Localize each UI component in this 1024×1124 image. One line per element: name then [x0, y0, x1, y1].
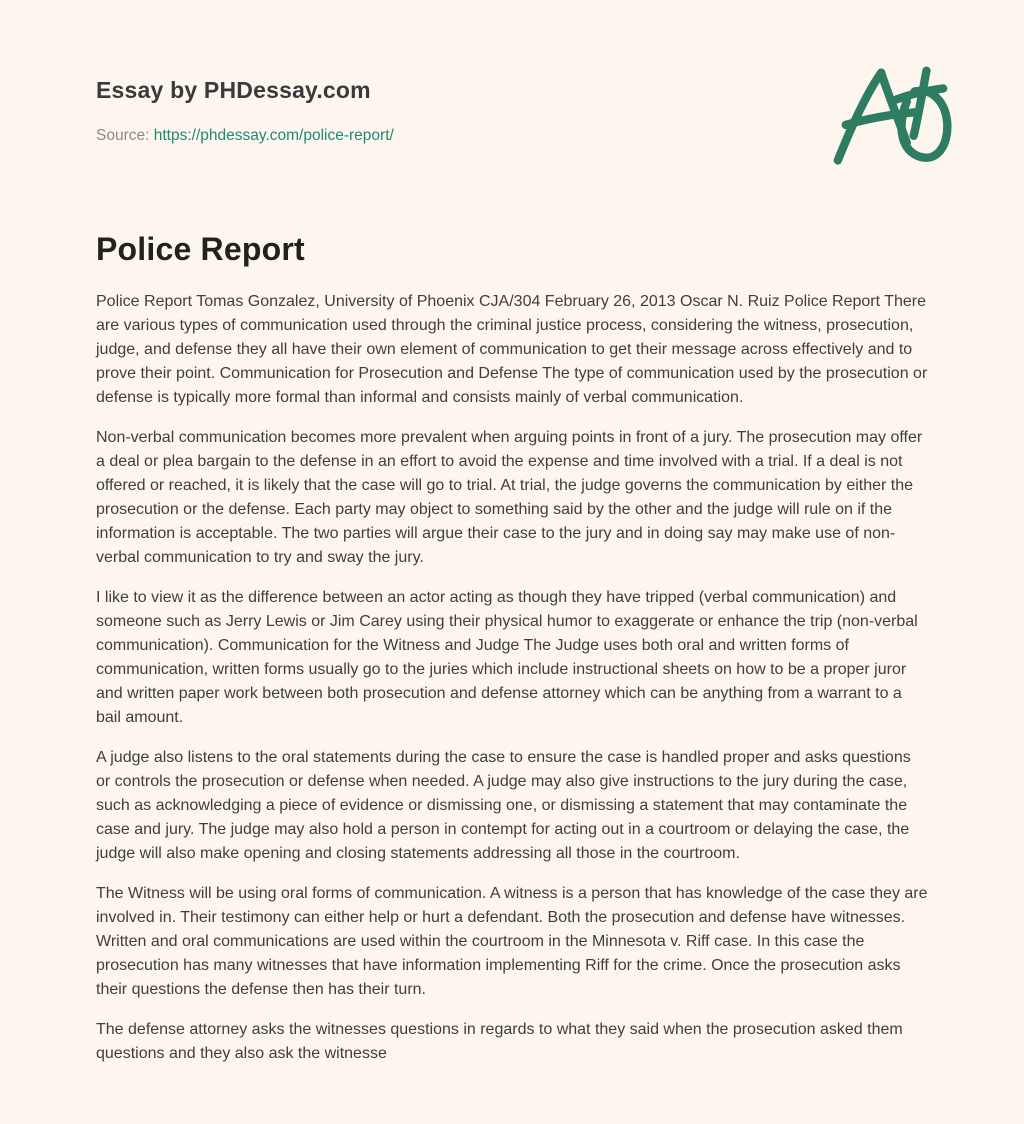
essay-paragraph: Non-verbal communication becomes more prevalent when arguing points in front of a jury. The prosecution may offer a deal or plea bargain to the defense in an effort to avoid the expense and time involved with a trial. If a deal is not offered or reached, it is likely that the case will go to trial. At trial, the judge governs the communication by either the prosecution or the defense. Each party may object to something said by the other and the judge will rule on if the information is acceptable. The two parties will argue their case to the jury and in doing say may make use of non-verbal communication to try and sway the jury.	[96, 429, 923, 566]
header-title: Essay by PHDessay.com	[96, 77, 371, 103]
phdessay-a-plus-logo-icon	[828, 60, 956, 180]
essay-body	[96, 290, 928, 1066]
page-title: Police Report	[96, 231, 305, 267]
essay-paragraph: Police Report Tomas Gonzalez, University of Phoenix CJA/304 February 26, 2013 Oscar N. Ruiz Police Report There are various types of communication used through the criminal justice process, considering the witness, prosecution, judge, and defense they all have their own element of communication to get their message across effectively and to prove their point. Communication for Prosecution and Defense The type of communication used by the prosecution or defense is typically more formal than informal and consists mainly of verbal communication.	[96, 293, 928, 406]
essay-paragraph: I like to view it as the difference between an actor acting as though they have tripped (verbal communication) and someone such as Jerry Lewis or Jim Carey using their physical humor to exaggerate or enhance the trip (non-verbal communication). Communication for the Witness and Judge The Judge uses both oral and written forms of communication, written forms usually go to the juries which include instructional sheets on how to be a proper juror and written paper work between both prosecution and defense attorney which can be anything from a warrant to a bail amount.	[96, 589, 918, 726]
page-header	[96, 0, 928, 146]
essay-paragraph: The defense attorney asks the witnesses questions in regards to what they said when the prosecution asked them questions and they also ask the witnesse	[96, 1021, 903, 1062]
essay-paragraph: A judge also listens to the oral statements during the case to ensure the case is handled proper and asks questions or controls the prosecution or defense when needed. A judge may also give instructions to the jury during the case, such as acknowledging a piece of evidence or dismissing one, or dismissing a statement that may contaminate the case and jury. The judge may also hold a person in contempt for acting out in a courtroom or delaying the case, the judge will also make opening and closing statements addressing all those in the courtroom.	[96, 749, 911, 862]
source-link[interactable]: https://phdessay.com/police-report/	[153, 127, 394, 144]
source-label: Source:	[96, 127, 150, 144]
source-line	[96, 126, 928, 146]
essay-paragraph: The Witness will be using oral forms of communication. A witness is a person that has knowledge of the case they are involved in. Their testimony can either help or hurt a defendant. Both the prosecution and defense have witnesses. Written and oral communications are used within the courtroom in the Minnesota v. Riff case. In this case the prosecution has many witnesses that have information implementing Riff for the crime. Once the prosecution asks their questions the defense then has their turn.	[96, 885, 928, 998]
